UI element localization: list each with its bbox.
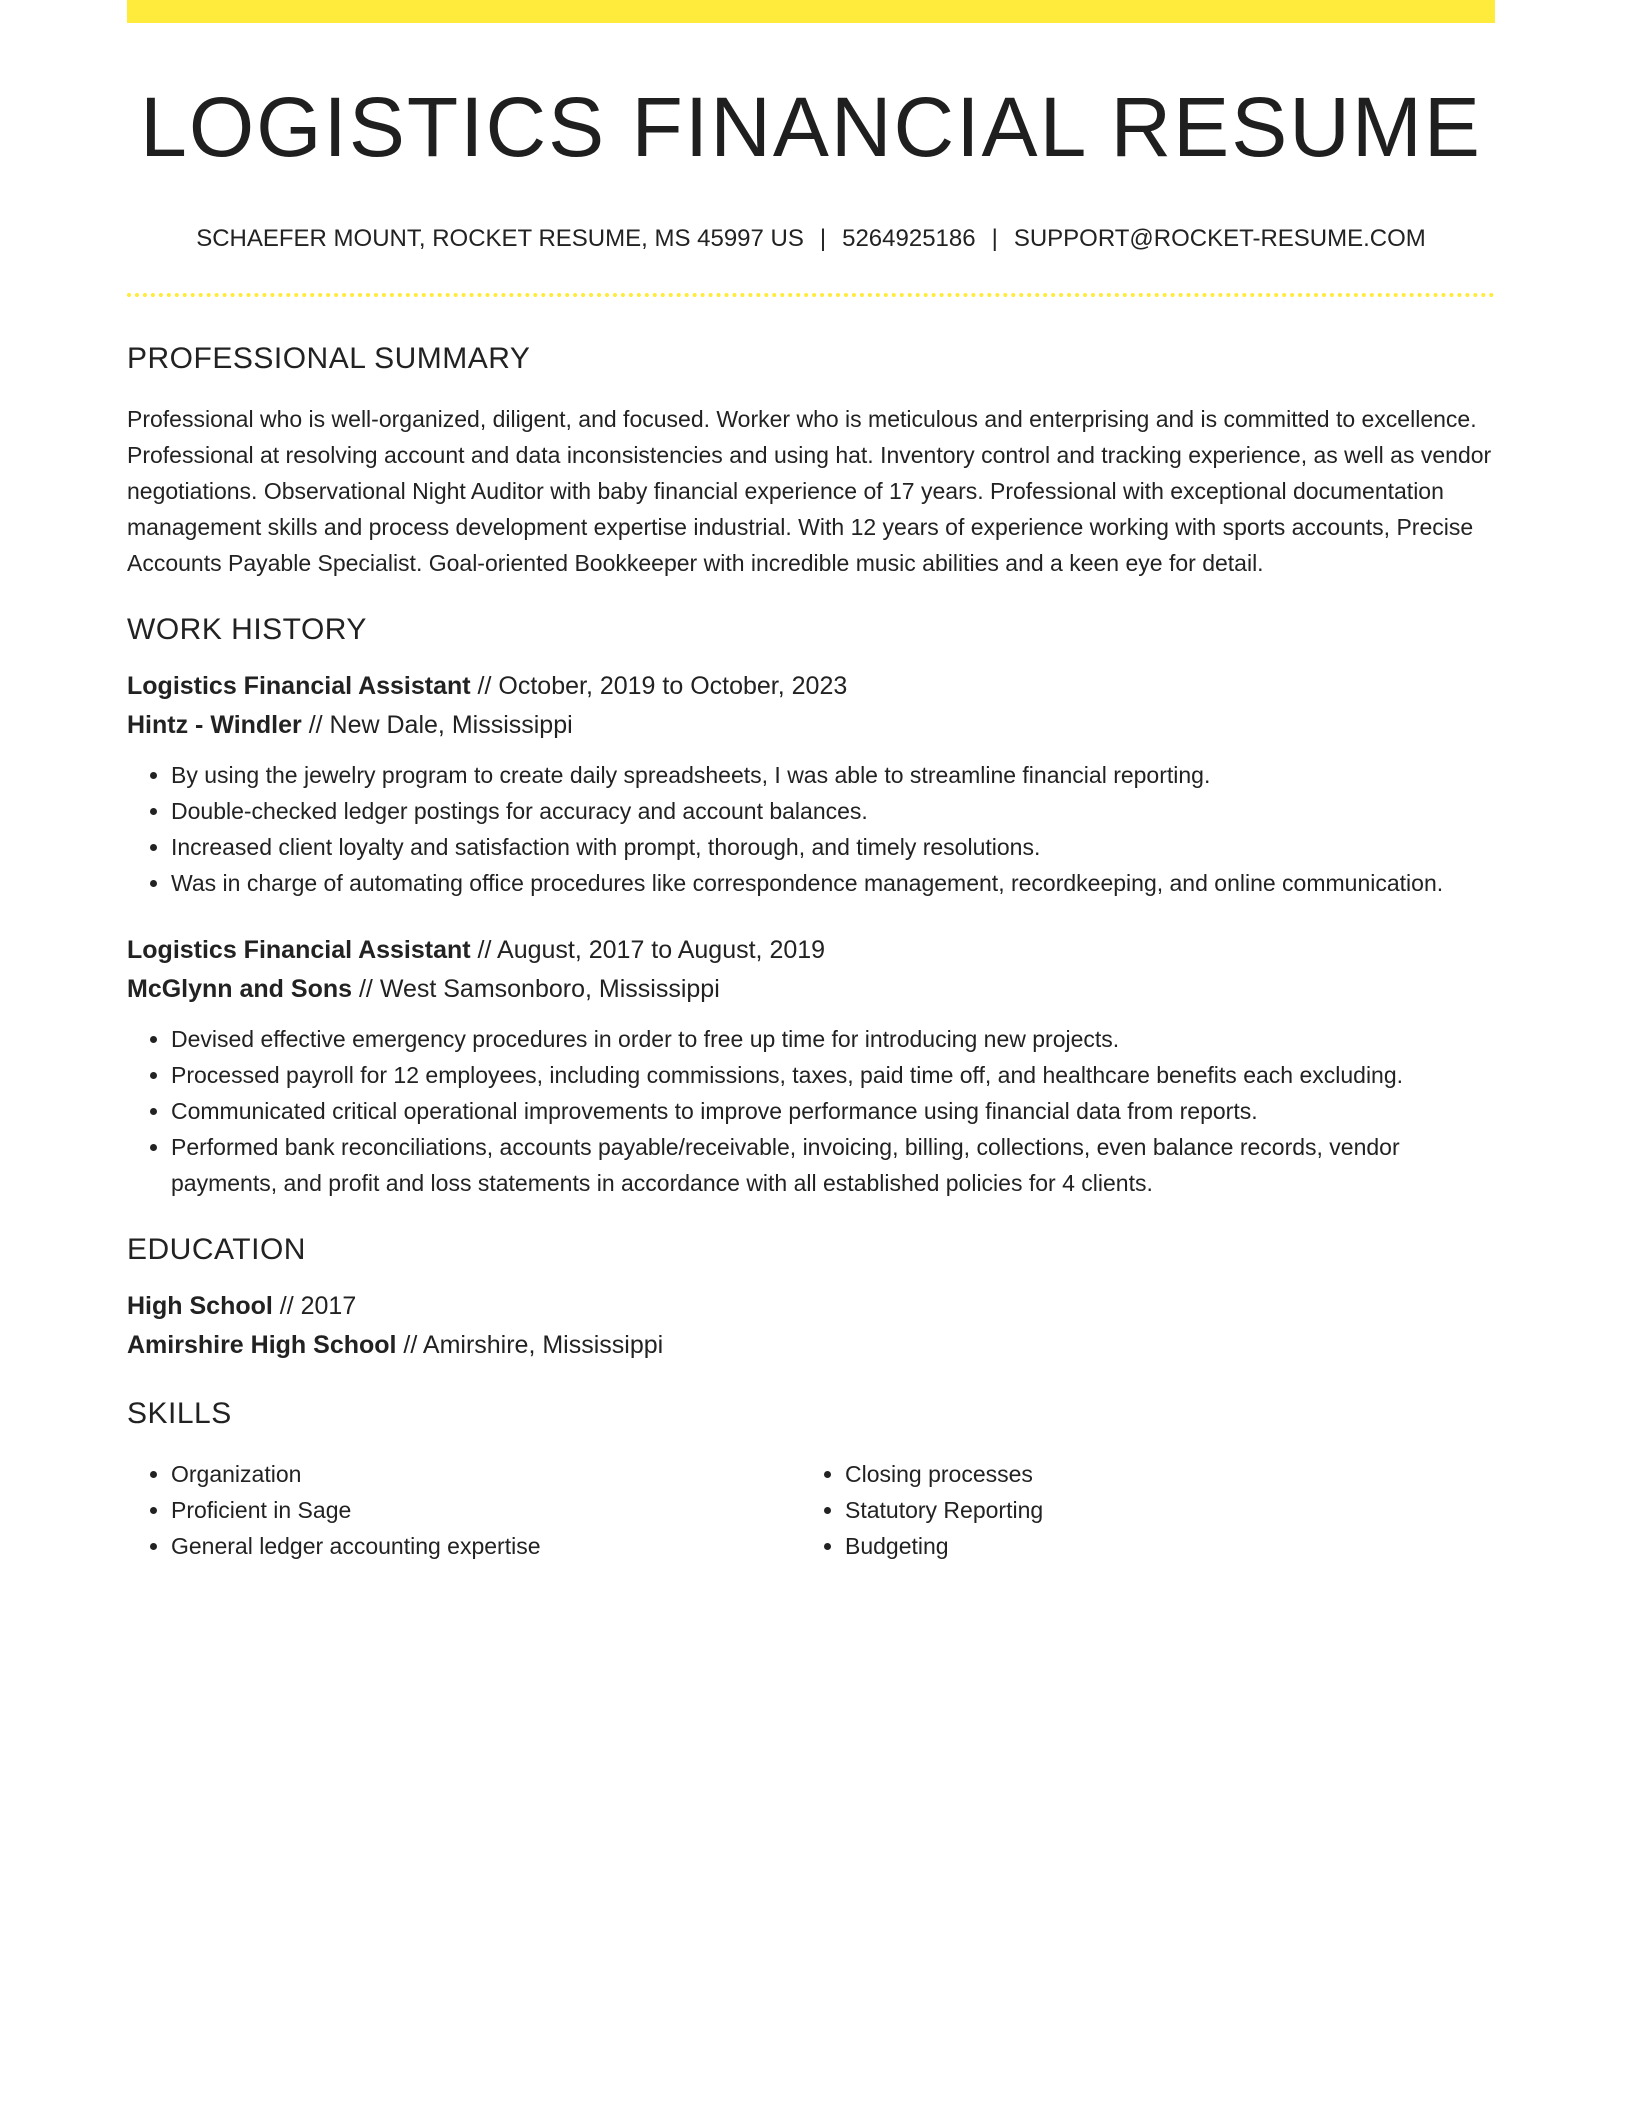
education-degree-line — [127, 1287, 1495, 1326]
skills-list-right — [801, 1456, 1475, 1564]
education-school: Amirshire High School — [127, 1331, 397, 1359]
job-role: Logistics Financial Assistant — [127, 672, 471, 700]
job-title-line — [127, 931, 1495, 970]
top-accent-bar — [127, 0, 1495, 23]
contact-separator: | — [819, 225, 827, 252]
job-bullet: • Devised effective emergency procedures in order to free up time for introducing new projects. — [171, 1021, 1495, 1057]
skills-heading: SKILLS — [127, 1397, 232, 1430]
job-location: // West Samsonboro, Mississippi — [352, 975, 720, 1003]
skill-item: • Budgeting — [845, 1528, 1475, 1564]
job-company: Hintz - Windler — [127, 711, 302, 739]
education-degree: High School — [127, 1292, 273, 1320]
job-bullet: • Communicated critical operational improvements to improve performance using financial data from reports. — [171, 1093, 1495, 1129]
skill-item: • Organization — [171, 1456, 801, 1492]
job-dates: // October, 2019 to October, 2023 — [470, 672, 848, 700]
job-company-line — [127, 706, 1495, 745]
job-bullet-list — [127, 1021, 1495, 1201]
job-dates: // August, 2017 to August, 2019 — [470, 936, 826, 964]
skills-columns — [127, 1456, 1495, 1564]
dotted-divider — [127, 293, 1495, 297]
job-location: // New Dale, Mississippi — [301, 711, 573, 739]
job-bullet: • Performed bank reconciliations, accounts payable/receivable, invoicing, billing, collections, even balance records, vendor payments, and profit and loss statements in accordance with all established policies for 4 clients. — [171, 1129, 1495, 1201]
summary-text: Professional who is well-organized, diligent, and focused. Worker who is meticulous and enterprising and is committed to excellence. Professional at resolving account and data inconsistencies and using hat. Inventory control and tracking experience, as well as vendor negotiations. Observational Night Auditor with baby financial experience of 17 years. Professional with exceptional documentation management skills and process development expertise industrial. With 12 years of experience working with sports accounts, Precise Accounts Payable Specialist. Goal-oriented Bookkeeper with incredible music abilities and a keen eye for detail. — [127, 406, 1492, 576]
job-company-line — [127, 970, 1495, 1009]
job-bullet: • By using the jewelry program to create daily spreadsheets, I was able to streamline financial reporting. — [171, 757, 1495, 793]
job-bullet: • Processed payroll for 12 employees, including commissions, taxes, paid time off, and healthcare benefits each excluding. — [171, 1057, 1495, 1093]
job-bullet: • Double-checked ledger postings for accuracy and account balances. — [171, 793, 1495, 829]
job-role: Logistics Financial Assistant — [127, 936, 471, 964]
skills-list-left — [127, 1456, 801, 1564]
job-company: McGlynn and Sons — [127, 975, 353, 1003]
education-year: // 2017 — [272, 1292, 357, 1320]
contact-email: SUPPORT@ROCKET-RESUME.COM — [1013, 225, 1426, 252]
education-heading: EDUCATION — [127, 1233, 306, 1266]
education-school-line — [127, 1326, 1495, 1365]
education-location: // Amirshire, Mississippi — [396, 1331, 664, 1359]
contact-phone: 5264925186 — [842, 225, 976, 252]
skill-item: • Proficient in Sage — [171, 1492, 801, 1528]
skill-item: • Statutory Reporting — [845, 1492, 1475, 1528]
skill-item: • Closing processes — [845, 1456, 1475, 1492]
job-entry — [127, 931, 1495, 1201]
skill-item: • General ledger accounting expertise — [171, 1528, 801, 1564]
job-entry — [127, 667, 1495, 901]
job-bullet: • Was in charge of automating office procedures like correspondence management, recordkeeping, and online communication. — [171, 865, 1495, 901]
education-entry — [127, 1287, 1495, 1365]
contact-separator: | — [991, 225, 998, 252]
job-bullet-list — [127, 757, 1495, 901]
work-history-heading: WORK HISTORY — [127, 613, 367, 646]
resume-title: LOGISTICS FINANCIAL RESUME — [140, 80, 1482, 174]
job-title-line — [127, 667, 1495, 706]
contact-line — [127, 227, 1495, 251]
job-bullet: • Increased client loyalty and satisfaction with prompt, thorough, and timely resolutions. — [171, 829, 1495, 865]
resume-page — [127, 0, 1495, 1564]
contact-address: SCHAEFER MOUNT, ROCKET RESUME, MS 45997 US — [196, 225, 804, 252]
summary-heading: PROFESSIONAL SUMMARY — [127, 342, 531, 375]
